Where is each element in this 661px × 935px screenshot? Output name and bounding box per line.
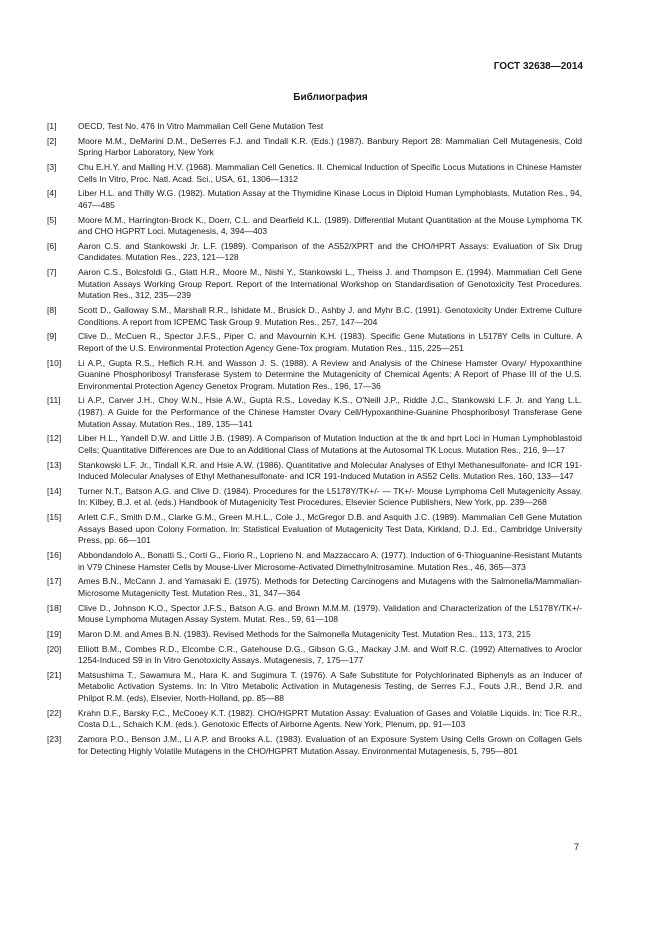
reference-number: [10] — [47, 357, 62, 368]
reference-text: Aaron C.S. and Stankowski Jr. L.F. (1989). Comparison of the AS52/XPRT and the CHO/HPRT Assays: Evaluation of Six Drug Candidates. Mutation Res., 223, 121—128 — [78, 240, 582, 263]
reference-number: [2] — [47, 135, 57, 146]
reference-number: [11] — [47, 395, 61, 406]
reference-item — [47, 121, 582, 133]
reference-text: Matsushima T., Sawamura M., Hara K. and Sugimura T. (1976). A Safe Substitute for Polychlorinated Biphenyls as an Inducer of Metabolic Activation Systems. In: In Vitro Metabolic Activation in Mutagenesis Testing, de Serres F.J., Fouts J.R., Bend J.R. and Philpot R.M. (eds), Elsevier, North-Holland, pp. 85—88 — [78, 669, 582, 703]
reference-number: [15] — [47, 512, 62, 523]
reference-text: Arlett C.F., Smith D.M., Clarke G.M., Green M.H.L., Cole J., McGregor D.B. and Asquith J.C. (1989). Mammalian Cell Gene Mutation Assays Based upon Colony Formation. In: Statistical Evaluation of Mutagenicity Test Data, Kirkland, D.J. Ed., Cambridge University Press, pp. 66—101 — [78, 512, 582, 546]
reference-number: [18] — [47, 602, 62, 613]
reference-text: Moore M.M., DeMarini D.M., DeSerres F.J. and Tindall K.R. (Eds.) (1987). Banbury Report 28: Mammalian Cell Mutagenesis, Cold Spring Harbor Laboratory, New York — [78, 135, 582, 158]
reference-number: [19] — [47, 628, 62, 639]
reference-number: [22] — [47, 707, 62, 718]
reference-item — [47, 734, 582, 757]
reference-text: Elliott B.M., Combes R.D., Elcombe C.R., Gatehouse D.G., Gibson G.G., Mackay J.M. and Wolf R.C. (1992) Alternatives to Aroclor 1254-Induced S9 in In Vitro Genotoxicity Assays. Mutagenesis, 7, 175—177 — [78, 643, 582, 666]
reference-text: Li A.P., Gupta R.S., Heflich R.H. and Wasson J. S. (1988). A Review and Analysis of the Chinese Hamster Ovary/ Hypoxanthine Guanine Phosphoribosyl Transferase System to Determine the Mutagenicity of Chemical Agents: A Report of Phase III of the U.S. Environmental Protection Agency Genetox Program. Mutation Res., 196, 17—36 — [78, 357, 582, 391]
reference-item — [47, 395, 582, 430]
reference-number: [3] — [47, 161, 57, 172]
reference-list — [47, 121, 582, 760]
reference-item — [47, 433, 582, 456]
reference-item — [47, 708, 582, 731]
reference-number: [12] — [47, 433, 62, 444]
reference-number: [6] — [47, 240, 57, 251]
reference-item — [47, 576, 582, 599]
page-number: 7 — [573, 842, 579, 852]
reference-number: [20] — [47, 643, 62, 654]
reference-item — [47, 331, 582, 354]
reference-text: Liber H.L. and Thilly W.G. (1982). Mutation Assay at the Thymidine Kinase Locus in Diploid Human Lymphoblasts. Mutation Res., 94, 467—485 — [78, 188, 582, 210]
reference-number: [5] — [47, 214, 57, 225]
reference-item — [47, 358, 582, 393]
reference-number: [8] — [47, 304, 57, 315]
reference-text: Stankowski L.F. Jr., Tindall K.R. and Hsie A.W. (1986). Quantitative and Molecular Analyses of Ethyl Methanesulfonate- and ICR 191-Induced Molecular Analyses of Ethyl Methanesulfonate- and ICR 191-Induced Mutation in AS52 Cells. Mutation Res. 160, 133—147 — [78, 459, 582, 482]
reference-text: Chu E.H.Y. and Malling H.V. (1968). Mammalian Cell Genetics. II. Chemical Induction of Specific Locus Mutations in Chinese Hamster Cells In Vitro, Proc. Natl. Acad. Sci., USA, 61, 1306—1312 — [78, 161, 582, 184]
reference-item — [47, 486, 582, 509]
reference-text: Zamora P.O., Benson J.M., Li A.P. and Brooks A.L. (1983). Evaluation of an Exposure System Using Cells Grown on Collagen Gels for Detecting Highly Volatile Mutagens in the CHO/HGPRT Mutation Assay. Environmental Mutagenesis, 5, 795—801 — [78, 733, 582, 756]
reference-item — [47, 670, 582, 705]
reference-number: [7] — [47, 267, 57, 278]
reference-item — [47, 188, 582, 211]
reference-number: [4] — [47, 188, 57, 199]
reference-item — [47, 215, 582, 238]
reference-number: [14] — [47, 485, 62, 496]
reference-item — [47, 267, 582, 302]
reference-text: Clive D., Johnson K.O., Spector J.F.S., Batson A.G. and Brown M.M.M. (1979). Validation and Characterization of the L5178Y/TK+/- Mouse Lymphoma Mutagen Assay System. Mutat. Res., 59, 61—108 — [78, 602, 582, 625]
reference-item — [47, 460, 582, 483]
reference-text: OECD, Test No. 476 In Vitro Mammalian Cell Gene Mutation Test — [78, 121, 324, 131]
reference-text: Scott D., Galloway S.M., Marshall R.R., Ishidate M., Brusick D., Ashby J. and Myhr B.C. (1991). Genotoxicity Under Extreme Culture Conditions. A report from ICPEMC Task Group 9. Mutation Res., 257, 147—204 — [78, 304, 582, 327]
reference-text: Krahn D.F., Barsky F.C., McCooey K.T. (1982). CHO/HGPRT Mutation Assay: Evaluation of Gases and Volatile Liquids. In: Tice R.R., Costa D.L., Schaich K.M. (eds.). Genotoxic Effects of Airborne Agents. New York, Plenum, pp. 91—103 — [78, 707, 582, 730]
reference-number: [13] — [47, 459, 62, 470]
reference-text: Clive D., McCuen R., Spector J.F.S., Piper C. and Mavournin K.H. (1983). Specific Gene Mutations in L5178Y Cells in Culture. A Report of the U.S. Environmental Protection Agency Gene-Tox program. Mutation Res., 115, 225—251 — [78, 331, 582, 353]
reference-item — [47, 136, 582, 159]
reference-item — [47, 162, 582, 185]
reference-item — [47, 305, 582, 328]
reference-number: [1] — [47, 121, 57, 131]
reference-text: Liber H.L., Yandell D.W. and Little J.B. (1989). A Comparison of Mutation Induction at the tk and hprt Loci in Human Lymphoblastoid Cells; Quantitative Differences are Due to an Additional Class of Mutations at the Autosomal TK Locus. Mutation Res., 216, 9—17 — [78, 433, 582, 455]
reference-number: [9] — [47, 331, 57, 342]
reference-item — [47, 603, 582, 626]
reference-text: Li A.P., Carver J.H., Choy W.N., Hsie A.W., Gupta R.S., Loveday K.S., O'Neill J.P., Riddle J.C., Stankowski L.F. Jr. and Yang L.L. (1987). A Guide for the Performance of the Chinese Hamster Ovary Cell/Hypoxanthine-Guanine Phosphoribosyl Transferase Gene Mutation Assay. Mutation Res., 189, 135—141 — [78, 395, 582, 429]
reference-text: Moore M.M., Harrington-Brock K., Doerr, C.L. and Dearfield K.L. (1989). Differential Mutant Quantitation at the Mouse Lymphoma TK and CHO HGPRT Loci. Mutagenesis, 4, 394—403 — [78, 214, 582, 237]
reference-item — [47, 241, 582, 264]
reference-item — [47, 644, 582, 667]
reference-number: [16] — [47, 550, 62, 560]
bibliography-title: Библиография — [293, 92, 368, 103]
reference-item — [47, 629, 582, 641]
reference-number: [17] — [47, 576, 62, 587]
reference-text: Aaron C.S., Bolcsfoldi G., Glatt H.R., Moore M., Nishi Y., Stankowski L., Theiss J. and Thompson E. (1994). Mammalian Cell Gene Mutation Assays Working Group Report. Report of the International Workshop on Standardisation of Genotoxicity Test Procedures. Mutation Res., 312, 235—239 — [78, 267, 582, 301]
document-code: ГОСТ 32638—2014 — [493, 61, 583, 72]
reference-text: Turner N.T., Batson A.G. and Clive D. (1984). Procedures for the L5178Y/TK+/- — TK+/- Mouse Lymphoma Cell Mutagenicity Assay. In: Kilbey, B.J. et al. (eds.) Handbook of Mutagenicity Test Procedures, Elsevier Science Publishers, New York, pp. 239—268 — [78, 485, 582, 508]
reference-item — [47, 550, 582, 573]
reference-item — [47, 512, 582, 547]
reference-text: Abbondandolo A., Bonatti S., Corti G., Fiorio R., Loprieno N. and Mazzaccaro A. (1977). Induction of 6-Thioguanine-Resistant Mutants in V79 Chinese Hamster Cells by Mouse-Liver Microsome-Activated Dimethylnitrosamine. Mutation Res., 46, 365—373 — [78, 550, 582, 572]
reference-number: [23] — [47, 733, 62, 744]
reference-text: Ames B.N., McCann J. and Yamasaki E. (1975). Methods for Detecting Carcinogens and Mutagens with the Salmonella/Mammalian-Microsome Mutagenicity Test. Mutation Res., 31, 347—364 — [78, 576, 582, 598]
reference-number: [21] — [47, 669, 62, 680]
reference-text: Maron D.M. and Ames B.N. (1983). Revised Methods for the Salmonella Mutagenicity Test. Mutation Res., 113, 173, 215 — [78, 628, 531, 639]
